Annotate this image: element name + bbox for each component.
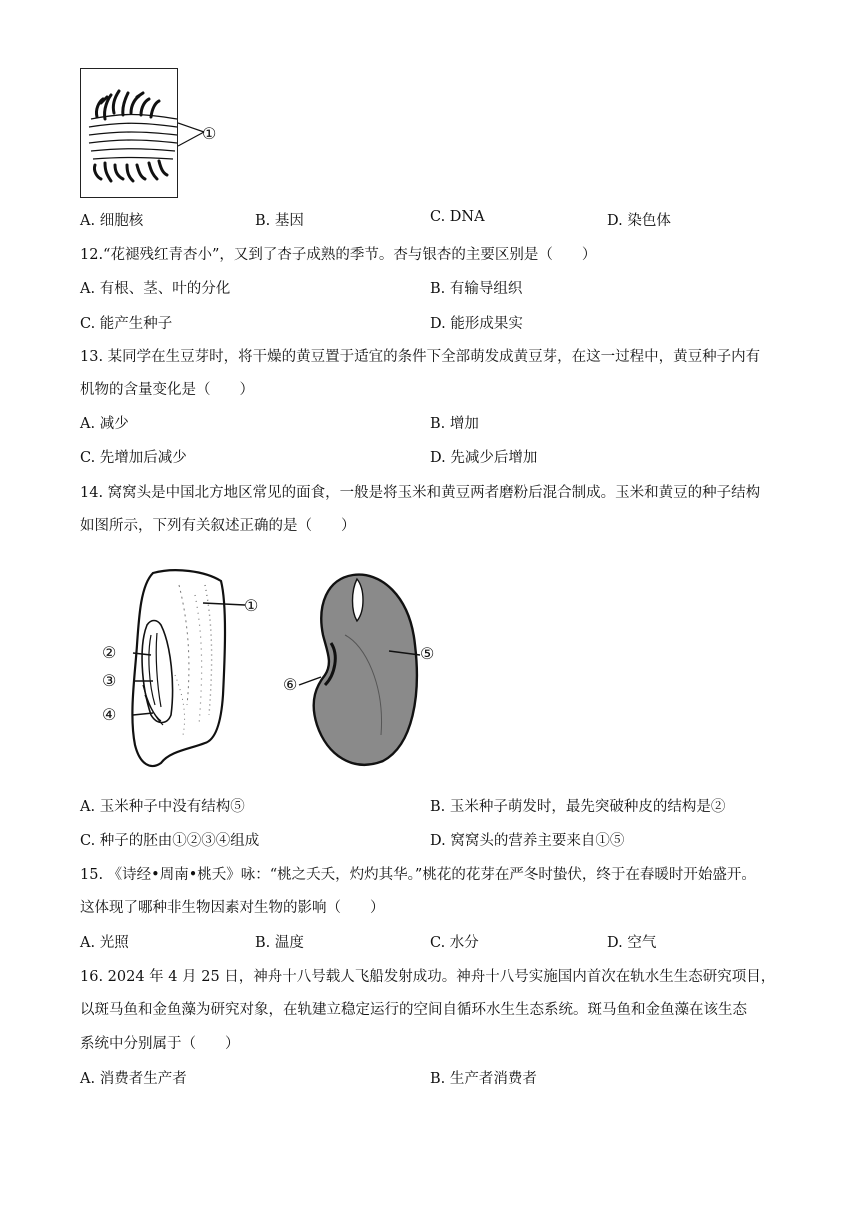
q15-option-d[interactable]: D. 空气: [607, 935, 657, 951]
q14-option-c[interactable]: C. 种子的胚由①②③④组成: [80, 833, 260, 849]
seed-label-5: ⑤: [420, 644, 435, 663]
q16-stem-line3: 系统中分别属于（ ）: [80, 1036, 240, 1052]
q11-option-b[interactable]: B. 基因: [255, 213, 304, 229]
seed-label-6: ⑥: [283, 675, 298, 694]
q15-option-a[interactable]: A. 光照: [80, 935, 129, 951]
q14-option-a[interactable]: A. 玉米种子中没有结构⑤: [80, 799, 245, 815]
q15-option-c[interactable]: C. 水分: [430, 935, 479, 951]
q13-stem-line1: 13. 某同学在生豆芽时，将干燥的黄豆置于适宜的条件下全部萌发成黄豆芽，在这一过程中，黄豆种子内有: [80, 349, 761, 365]
q15-option-b[interactable]: B. 温度: [255, 935, 304, 951]
seed-label-4: ④: [102, 705, 117, 724]
q15-stem-line2: 这体现了哪种非生物因素对生物的影响（ ）: [80, 900, 385, 916]
chromosome-drawing: [81, 69, 179, 199]
q13-option-d[interactable]: D. 先减少后增加: [430, 450, 538, 466]
seed-structure-figure: [95, 565, 445, 775]
seed-label-3: ③: [102, 671, 117, 690]
bean-seed-drawing: [299, 575, 420, 765]
seed-label-2: ②: [102, 643, 117, 662]
q13-option-a[interactable]: A. 减少: [80, 416, 129, 432]
q14-stem-line2: 如图所示，下列有关叙述正确的是（ ）: [80, 518, 356, 534]
figure-label: ①: [202, 124, 217, 143]
q12-option-d[interactable]: D. 能形成果实: [430, 316, 523, 332]
seed-label-1: ①: [244, 596, 259, 615]
q12-option-b[interactable]: B. 有输导组织: [430, 281, 523, 297]
q12-option-a[interactable]: A. 有根、茎、叶的分化: [80, 281, 231, 297]
corn-seed-drawing: [132, 570, 245, 766]
q11-option-c[interactable]: C. DNA: [430, 209, 485, 225]
q12-option-c[interactable]: C. 能产生种子: [80, 316, 173, 332]
q14-stem-line1: 14. 窝窝头是中国北方地区常见的面食，一般是将玉米和黄豆两者磨粉后混合制成。玉米和黄豆的种子结构: [80, 485, 761, 501]
q13-option-c[interactable]: C. 先增加后减少: [80, 450, 187, 466]
q16-option-a[interactable]: A. 消费者生产者: [80, 1071, 187, 1087]
q16-stem-line1: 16. 2024 年 4 月 25 日，神舟十八号载人飞船发射成功。神舟十八号实施国内首次在轨水生生态研究项目，: [80, 969, 776, 985]
q15-stem-line1: 15. 《诗经•周南•桃夭》咏：“桃之夭夭，灼灼其华。”桃花的花芽在严冬时蛰伏，终于在春暖时开始盛开。: [80, 867, 756, 883]
q14-option-d[interactable]: D. 窝窝头的营养主要来自①⑤: [430, 833, 625, 849]
q11-option-d[interactable]: D. 染色体: [607, 213, 671, 229]
q12-stem: 12.“花褪残红青杏小”，又到了杏子成熟的季节。杏与银杏的主要区别是（ ）: [80, 247, 597, 263]
q16-stem-line2: 以斑马鱼和金鱼藻为研究对象，在轨建立稳定运行的空间自循环水生生态系统。斑马鱼和金鱼藻在该生态: [80, 1002, 747, 1018]
q13-option-b[interactable]: B. 增加: [430, 416, 479, 432]
q16-option-b[interactable]: B. 生产者消费者: [430, 1071, 537, 1087]
q13-stem-line2: 机物的含量变化是（ ）: [80, 382, 254, 398]
q14-option-b[interactable]: B. 玉米种子萌发时，最先突破种皮的结构是②: [430, 799, 726, 815]
q11-option-a[interactable]: A. 细胞核: [80, 213, 144, 229]
chromosome-figure: [80, 68, 178, 198]
